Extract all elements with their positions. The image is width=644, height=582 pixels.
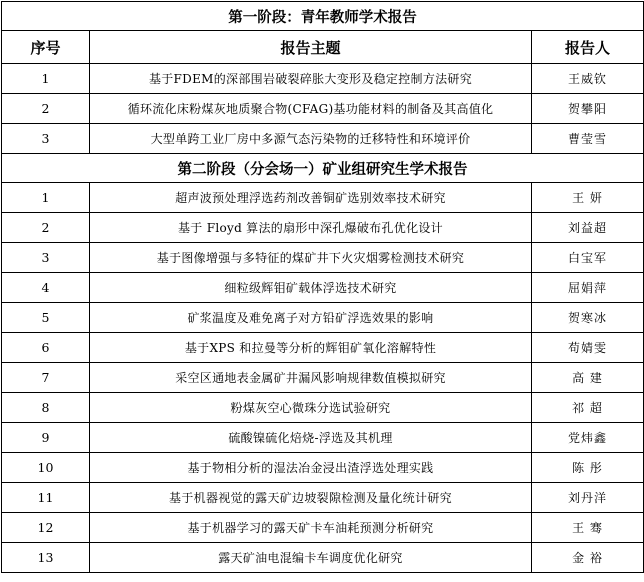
- table-row: [2, 243, 644, 273]
- row-topic: 基于 Floyd 算法的扇形中深孔爆破布孔优化设计: [90, 213, 532, 243]
- row-no: 13: [2, 543, 90, 573]
- table-row: [2, 213, 644, 243]
- row-topic: 基于FDEM的深部围岩破裂碎胀大变形及稳定控制方法研究: [90, 64, 532, 94]
- row-no: 5: [2, 303, 90, 333]
- row-speaker: 苟婧雯: [532, 333, 644, 363]
- row-topic: 矿浆温度及难免离子对方铅矿浮选效果的影响: [90, 303, 532, 333]
- table-row: [2, 393, 644, 423]
- row-no: 3: [2, 124, 90, 154]
- header-topic: 报告主题: [90, 31, 532, 64]
- table-row: [2, 363, 644, 393]
- row-topic: 超声波预处理浮选药剂改善铜矿选别效率技术研究: [90, 183, 532, 213]
- row-topic: 基于机器学习的露天矿卡车油耗预测分析研究: [90, 513, 532, 543]
- stage2-title-row: [2, 154, 644, 183]
- row-topic: 基于XPS 和拉曼等分析的辉钼矿氧化溶解特性: [90, 333, 532, 363]
- row-topic: 基于图像增强与多特征的煤矿井下火灾烟雾检测技术研究: [90, 243, 532, 273]
- row-no: 6: [2, 333, 90, 363]
- row-speaker: 王威钦: [532, 64, 644, 94]
- header-no: 序号: [2, 31, 90, 64]
- table-row: [2, 483, 644, 513]
- table-row: [2, 543, 644, 573]
- row-speaker: 白宝军: [532, 243, 644, 273]
- row-speaker: 陈 彤: [532, 453, 644, 483]
- table-header-row: [2, 31, 644, 64]
- row-no: 1: [2, 64, 90, 94]
- row-topic: 基于物相分析的湿法冶金浸出渣浮选处理实践: [90, 453, 532, 483]
- header-speaker: 报告人: [532, 31, 644, 64]
- row-speaker: 刘丹洋: [532, 483, 644, 513]
- row-no: 8: [2, 393, 90, 423]
- stage2-title: 第二阶段（分会场一）矿业组研究生学术报告: [2, 154, 644, 183]
- table-row: [2, 64, 644, 94]
- row-speaker: 曹莹雪: [532, 124, 644, 154]
- row-speaker: 金 裕: [532, 543, 644, 573]
- row-topic: 采空区通地表金属矿井漏风影响规律数值模拟研究: [90, 363, 532, 393]
- row-speaker: 屈娟萍: [532, 273, 644, 303]
- row-no: 2: [2, 213, 90, 243]
- row-no: 10: [2, 453, 90, 483]
- report-schedule-table: [1, 1, 644, 573]
- table-row: [2, 303, 644, 333]
- stage1-title: 第一阶段：青年教师学术报告: [2, 2, 644, 31]
- table-row: [2, 183, 644, 213]
- row-speaker: 王 骞: [532, 513, 644, 543]
- stage1-title-row: [2, 2, 644, 31]
- row-topic: 粉煤灰空心微珠分选试验研究: [90, 393, 532, 423]
- row-no: 1: [2, 183, 90, 213]
- row-no: 9: [2, 423, 90, 453]
- row-speaker: 高 建: [532, 363, 644, 393]
- row-no: 11: [2, 483, 90, 513]
- table-row: [2, 333, 644, 363]
- row-no: 3: [2, 243, 90, 273]
- table-row: [2, 453, 644, 483]
- row-topic: 细粒级辉钼矿载体浮选技术研究: [90, 273, 532, 303]
- row-no: 2: [2, 94, 90, 124]
- table-row: [2, 94, 644, 124]
- table-row: [2, 513, 644, 543]
- row-no: 12: [2, 513, 90, 543]
- row-no: 7: [2, 363, 90, 393]
- row-speaker: 刘益超: [532, 213, 644, 243]
- row-speaker: 祁 超: [532, 393, 644, 423]
- row-topic: 硫酸镍硫化焙烧-浮选及其机理: [90, 423, 532, 453]
- row-speaker: 党炜鑫: [532, 423, 644, 453]
- row-topic: 大型单跨工业厂房中多源气态污染物的迁移特性和环境评价: [90, 124, 532, 154]
- table-row: [2, 124, 644, 154]
- row-no: 4: [2, 273, 90, 303]
- row-topic: 循环流化床粉煤灰地质聚合物(CFAG)基功能材料的制备及其高值化: [90, 94, 532, 124]
- table-row: [2, 273, 644, 303]
- row-speaker: 贺寒冰: [532, 303, 644, 333]
- row-speaker: 贺攀阳: [532, 94, 644, 124]
- row-speaker: 王 妍: [532, 183, 644, 213]
- row-topic: 基于机器视觉的露天矿边坡裂隙检测及量化统计研究: [90, 483, 532, 513]
- table-row: [2, 423, 644, 453]
- row-topic: 露天矿油电混编卡车调度优化研究: [90, 543, 532, 573]
